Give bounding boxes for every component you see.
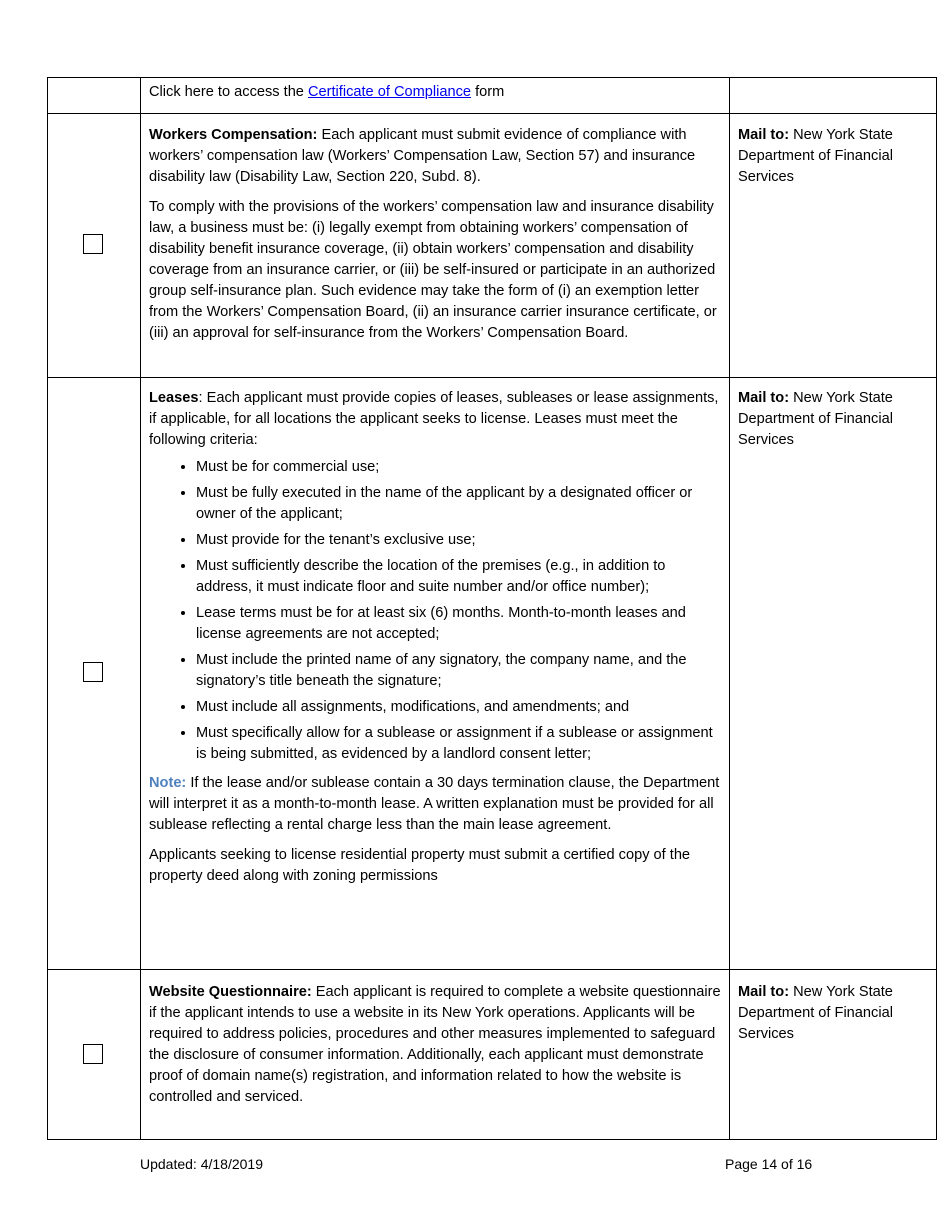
leases-intro-paragraph	[149, 388, 721, 451]
list-item: • Must include all assignments, modifications, and amendments; and	[196, 697, 721, 718]
website-body: Each applicant is required to complete a website questionnaire if the applicant intends to use a website in its New York operations. Applicants will be required to address policies, procedures and other measures implemented to safeguard the disclosure of consumer information. Additionally, each applicant must demonstrate proof of domain name(s) registration, and information related to how the website is controlled and serviced.	[149, 984, 721, 1105]
leases-criteria-list	[149, 457, 721, 765]
workers-comp-title: Workers Compensation:	[149, 127, 318, 143]
certificate-row	[48, 78, 937, 114]
workers-comp-mail-label: Mail to:	[738, 127, 790, 143]
website-checkbox-cell	[48, 970, 141, 1140]
website-text-cell	[141, 970, 730, 1140]
list-item: • Must be for commercial use;	[196, 457, 721, 478]
website-checkbox[interactable]	[83, 1044, 103, 1064]
leases-text-cell	[141, 378, 730, 970]
workers-comp-intro-paragraph	[149, 125, 721, 188]
footer-updated-date: Updated: 4/18/2019	[140, 1156, 263, 1172]
leases-mail-cell	[730, 378, 937, 970]
leases-intro: : Each applicant must provide copies of leases, subleases or lease assignments, if applicable, for all locations the applicant seeks to license. Leases must meet the following criteria:	[149, 390, 719, 448]
list-item: • Must sufficiently describe the location of the premises (e.g., in addition to address, it must indicate floor and suite number and/or office number);	[196, 556, 721, 598]
list-item: • Must provide for the tenant’s exclusive use;	[196, 530, 721, 551]
residential-paragraph: Applicants seeking to license residential property must submit a certified copy of the property deed along with zoning permissions	[149, 847, 691, 884]
website-row	[48, 970, 937, 1140]
certificate-of-compliance-link[interactable]: Certificate of Compliance	[307, 84, 472, 100]
leases-mail-label: Mail to:	[738, 390, 790, 406]
certificate-suffix: form	[471, 84, 505, 100]
empty-checkbox-cell	[48, 78, 141, 114]
requirements-table	[47, 77, 937, 1140]
list-item: • Must specifically allow for a sublease or assignment if a sublease or assignment is being submitted, as evidenced by a landlord consent letter;	[196, 723, 721, 765]
website-mail-label: Mail to:	[738, 984, 790, 1000]
leases-checkbox[interactable]	[83, 662, 103, 682]
list-item: • Must be fully executed in the name of the applicant by a designated officer or owner of the applicant;	[196, 483, 721, 525]
certificate-text-cell	[141, 78, 730, 114]
workers-comp-mail-text: New York State Department of Financial Services	[738, 127, 893, 185]
leases-row	[48, 378, 937, 970]
website-mail-text: New York State Department of Financial Services	[738, 984, 893, 1042]
workers-comp-text-cell	[141, 114, 730, 378]
note-label: Note:	[149, 775, 187, 791]
workers-comp-row	[48, 114, 937, 378]
leases-checkbox-cell	[48, 378, 141, 970]
website-mail-cell	[730, 970, 937, 1140]
note-text: If the lease and/or sublease contain a 30 days termination clause, the Department will interpret it as a month-to-month lease. A written explanation must be provided for all sublease reflecting a rental charge less than the main lease agreement.	[149, 775, 720, 833]
website-title: Website Questionnaire:	[149, 984, 312, 1000]
certificate-prefix: Click here to access the	[149, 84, 308, 100]
workers-comp-body: To comply with the provisions of the workers’ compensation law and insurance disability law, a business must be: (i) legally exempt from obtaining workers’ compensation of disability benefit insurance coverage, (ii) obtain workers’ compensation and disability coverage from an insurance carrier, or (iii) be self-insured or participate in an authorized group self-insurance plan. Such evidence may take the form of (i) an exemption letter from the Workers’ Compensation Board, (ii) an insurance carrier insurance certificate, or (iii) an approval for self-insurance from the Workers’ Compensation Board.	[149, 199, 717, 341]
leases-mail-text: New York State Department of Financial Services	[738, 390, 893, 448]
leases-note-paragraph	[149, 773, 721, 836]
workers-comp-intro: Each applicant must submit evidence of compliance with workers’ compensation law (Workers’ Compensation Law, Section 57) and insurance disability law (Disability Law, Section 220, Subd. 8).	[149, 127, 696, 185]
list-item: • Lease terms must be for at least six (6) months. Month-to-month leases and license agreements are not accepted;	[196, 603, 721, 645]
workers-comp-checkbox-cell	[48, 114, 141, 378]
leases-title: Leases	[149, 390, 199, 406]
empty-mail-cell	[730, 78, 937, 114]
footer-page-number: Page 14 of 16	[725, 1156, 813, 1172]
workers-comp-mail-cell	[730, 114, 937, 378]
list-item: • Must include the printed name of any signatory, the company name, and the signatory’s title beneath the signature;	[196, 650, 721, 692]
workers-comp-checkbox[interactable]	[83, 234, 103, 254]
website-paragraph	[149, 982, 721, 1108]
